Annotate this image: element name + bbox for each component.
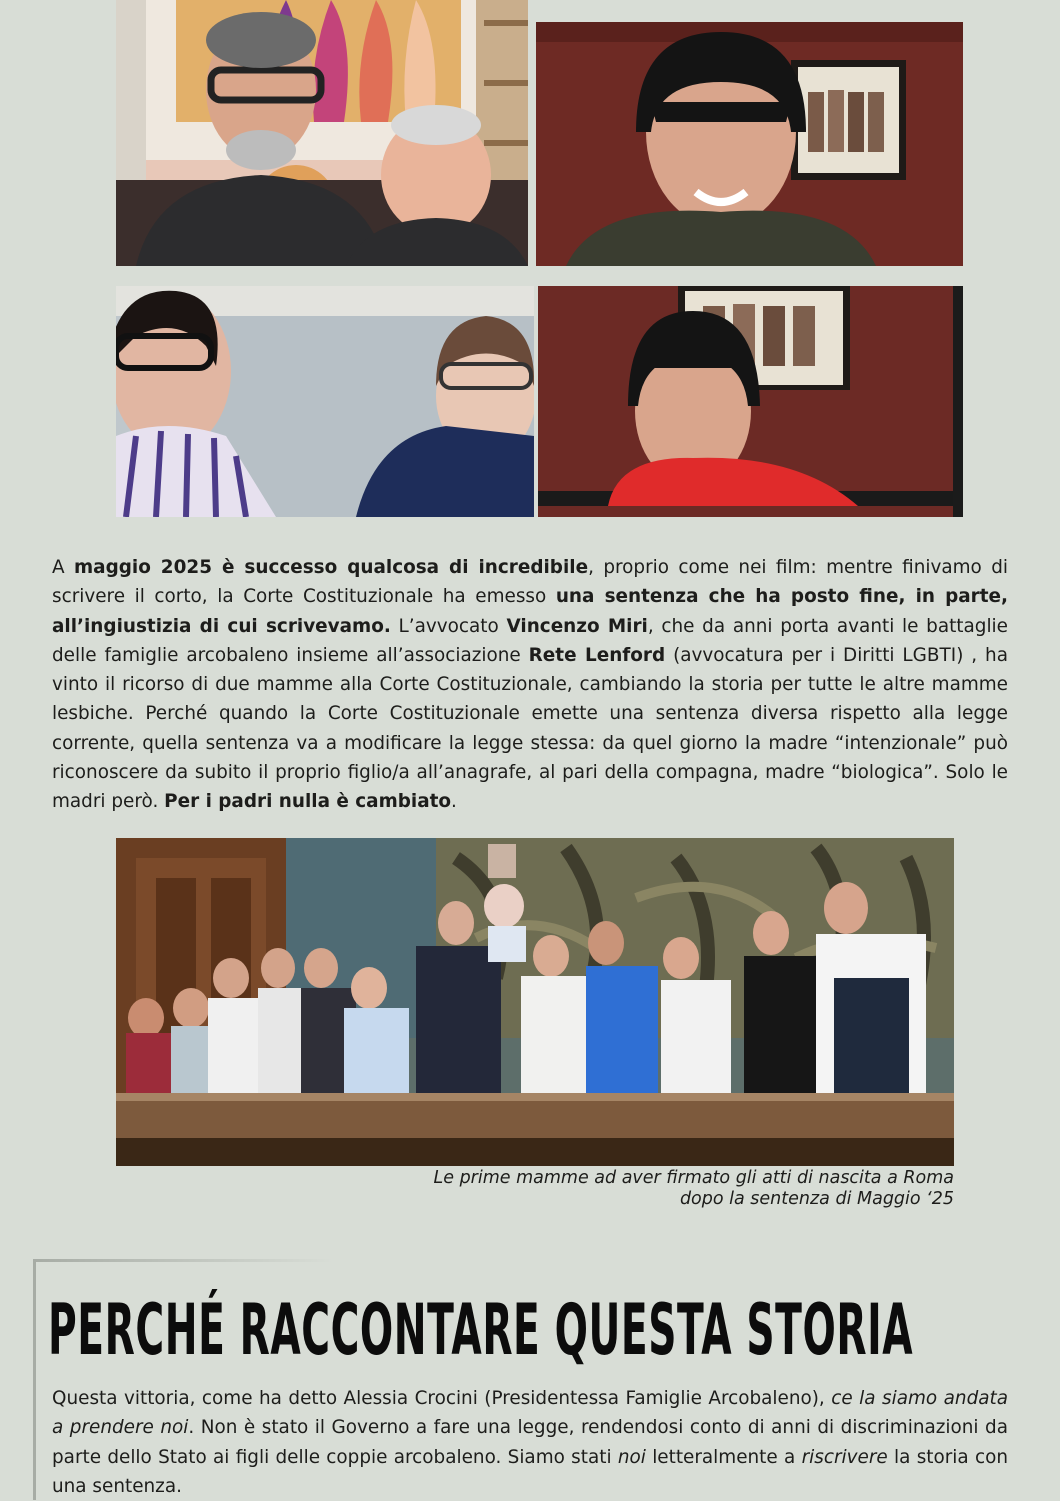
bold-segment: Per i padri nulla è cambiato [164, 791, 452, 813]
text-segment: L’avvocato [390, 615, 507, 637]
italic-segment: riscrivere [801, 1446, 888, 1468]
intro-paragraph [52, 553, 1008, 817]
bold-segment: una sentenza che ha posto fine, in parte, all’ingiustizia di cui scrivevamo. [52, 586, 1009, 637]
caption-line-1: Le prime mamme ad aver firmato gli atti di nascita a Roma [433, 1168, 954, 1188]
text-segment: Questa vittoria, come ha detto Alessia Crocini (Presidentessa Famiglie Arcobaleno), [52, 1388, 832, 1409]
video-call-frame-icon [116, 0, 528, 266]
text-segment: (avvocatura per i Diritti LGBTI) , ha vinto il ricorso di due mamme alla Corte Costituzionale, cambiando la storia per tutte le altre mamme lesbiche. Perché quando la Corte Costituzionale emette una sentenza diversa rispetto alla legge corrente, quella sentenza va a modificare la legge stessa: da quel giorno la madre “intenzionale” può riconoscere da subito il proprio figlio/a all’anagrafe, al pari della compagna, madre “biologica”. Solo le madri però. [52, 644, 1008, 813]
video-call-photo-middle-right [538, 286, 963, 517]
video-call-photo-top-right [536, 22, 963, 266]
text-segment: . Non è stato il Governo a fare una legge, rendendosi conto di anni di discriminazioni da parte dello Stato ai figli delle coppie arcobaleno. Siamo stati [52, 1417, 1008, 1468]
text-segment: , che da anni porta avanti le battaglie delle famiglie arcobaleno insieme all’associazione [52, 615, 1008, 666]
italic-segment: ce la siamo andata a prendere noi [52, 1388, 1008, 1439]
text-segment: letteralmente a [645, 1446, 802, 1468]
text-segment: la storia con una sentenza. [52, 1446, 1008, 1497]
lawyer-name: Vincenzo Miri [506, 615, 648, 637]
section-frame-top [33, 1259, 333, 1262]
group-photo-icon [116, 838, 954, 1166]
video-call-frame-icon [536, 22, 963, 266]
video-call-frame-icon [116, 286, 534, 517]
video-call-frame-icon [538, 286, 963, 517]
italic-segment: noi [617, 1446, 646, 1468]
caption-line-2: dopo la sentenza di Maggio ‘25 [679, 1189, 954, 1209]
text-segment: . [451, 791, 457, 813]
text-segment: A [52, 557, 74, 578]
photo-caption [433, 1168, 954, 1210]
association-name: Rete Lenford [528, 644, 666, 666]
group-photo [116, 838, 954, 1166]
text-segment: , proprio come nei film: mentre finivamo di scrivere il corto, la Corte Costituzionale ha emesso [52, 557, 1008, 608]
video-call-photo-middle-left [116, 286, 534, 517]
section-heading: PERCHÉ RACCONTARE QUESTA STORIA [48, 1289, 914, 1371]
bold-segment: maggio 2025 è successo qualcosa di incredibile [74, 557, 589, 578]
section-frame-left [33, 1260, 36, 1500]
section-paragraph [52, 1384, 1008, 1501]
video-call-photo-top-left [116, 0, 528, 266]
